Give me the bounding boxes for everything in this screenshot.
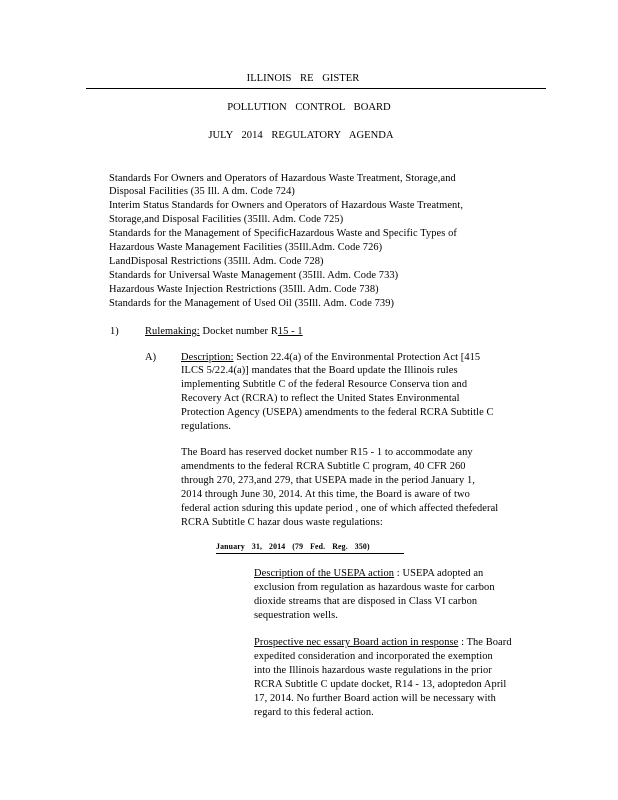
usepa-action-line: exclusion from regulation as hazardous waste for carbon bbox=[254, 582, 495, 593]
description-line bbox=[181, 351, 480, 364]
rulemaking-label: Rulemaking: bbox=[145, 326, 200, 337]
item-letter: A) bbox=[145, 352, 157, 363]
prospective-action-text: : The Board bbox=[458, 637, 512, 648]
reserved-line: through 270, 273,and 279, that USEPA made in the period January 1, bbox=[181, 475, 475, 486]
reserved-line: The Board has reserved docket number R15 - 1 to accommodate any bbox=[181, 447, 473, 458]
description-line: implementing Subtitle C of the federal Resource Conserva tion and bbox=[181, 379, 468, 390]
reserved-line: RCRA Subtitle C hazar dous waste regulations: bbox=[181, 517, 383, 528]
standards-line: Storage,and Disposal Facilities (35Ill. Adm. Code 725) bbox=[109, 214, 344, 225]
prospective-action-line: RCRA Subtitle C update docket, R14 - 13, adoptedon April bbox=[254, 679, 507, 690]
item-number: 1) bbox=[110, 326, 119, 337]
docket-number: 15 - 1 bbox=[277, 326, 303, 337]
prospective-action-line: regard to this federal action. bbox=[254, 707, 374, 718]
usepa-action-line bbox=[254, 567, 483, 580]
description-line: regulations. bbox=[181, 421, 231, 432]
citation-underline bbox=[216, 553, 404, 554]
standards-line: Standards for the Management of Used Oil (35Ill. Adm. Code 739) bbox=[109, 298, 395, 309]
usepa-action-label: Description of the USEPA action bbox=[254, 568, 395, 579]
rulemaking-text: Docket number R bbox=[199, 326, 278, 337]
description-line: Protection Agency (USEPA) amendments to the federal RCRA Subtitle C bbox=[181, 407, 494, 418]
description-text: Section 22.4(a) of the Environmental Protection Act [415 bbox=[233, 352, 481, 363]
federal-register-citation: January 31, 2014 (79 Fed. Reg. 350) bbox=[216, 542, 370, 551]
standards-line: Interim Status Standards for Owners and Operators of Hazardous Waste Treatment, bbox=[109, 200, 464, 211]
reserved-line: federal action sduring this update period , one of which affected thefederal bbox=[181, 503, 499, 514]
standards-line: Hazardous Waste Injection Restrictions (35Ill. Adm. Code 738) bbox=[109, 284, 379, 295]
prospective-action-line bbox=[254, 636, 512, 649]
standards-line: Standards for the Management of SpecificHazardous Waste and Specific Types of bbox=[109, 228, 457, 239]
usepa-action-line: dioxide streams that are disposed in Class VI carbon bbox=[254, 596, 478, 607]
prospective-action-line: into the Illinois hazardous waste regulations in the prior bbox=[254, 665, 492, 676]
standards-line: LandDisposal Restrictions (35Ill. Adm. Code 728) bbox=[109, 256, 324, 267]
board-title: POLLUTION CONTROL BOARD bbox=[227, 102, 391, 113]
standards-line: Standards for Universal Waste Management (35Ill. Adm. Code 733) bbox=[109, 270, 399, 281]
header-rule bbox=[86, 88, 546, 89]
reserved-line: amendments to the federal RCRA Subtitle C program, 40 CFR 260 bbox=[181, 461, 466, 472]
reserved-line: 2014 through June 30, 2014. At this time, the Board is aware of two bbox=[181, 489, 470, 500]
usepa-action-text: : USEPA adopted an bbox=[394, 568, 484, 579]
prospective-action-label: Prospective nec essary Board action in response bbox=[254, 637, 459, 648]
description-line: Recovery Act (RCRA) to reflect the United States Environmental bbox=[181, 393, 460, 404]
rulemaking-line bbox=[145, 325, 303, 338]
register-title: ILLINOIS RE GISTER bbox=[246, 73, 360, 84]
usepa-action-line: sequestration wells. bbox=[254, 610, 338, 621]
prospective-action-line: expedited consideration and incorporated the exemption bbox=[254, 651, 493, 662]
standards-line: Disposal Facilities (35 Ill. A dm. Code 724) bbox=[109, 186, 295, 197]
agenda-title: JULY 2014 REGULATORY AGENDA bbox=[208, 130, 394, 141]
description-line: ILCS 5/22.4(a)] mandates that the Board update the Illinois rules bbox=[181, 365, 458, 376]
prospective-action-line: 17, 2014. No further Board action will be necessary with bbox=[254, 693, 496, 704]
description-label: Description: bbox=[181, 352, 234, 363]
standards-line: Standards For Owners and Operators of Hazardous Waste Treatment, Storage,and bbox=[109, 173, 456, 184]
standards-line: Hazardous Waste Management Facilities (35Ill.Adm. Code 726) bbox=[109, 242, 383, 253]
